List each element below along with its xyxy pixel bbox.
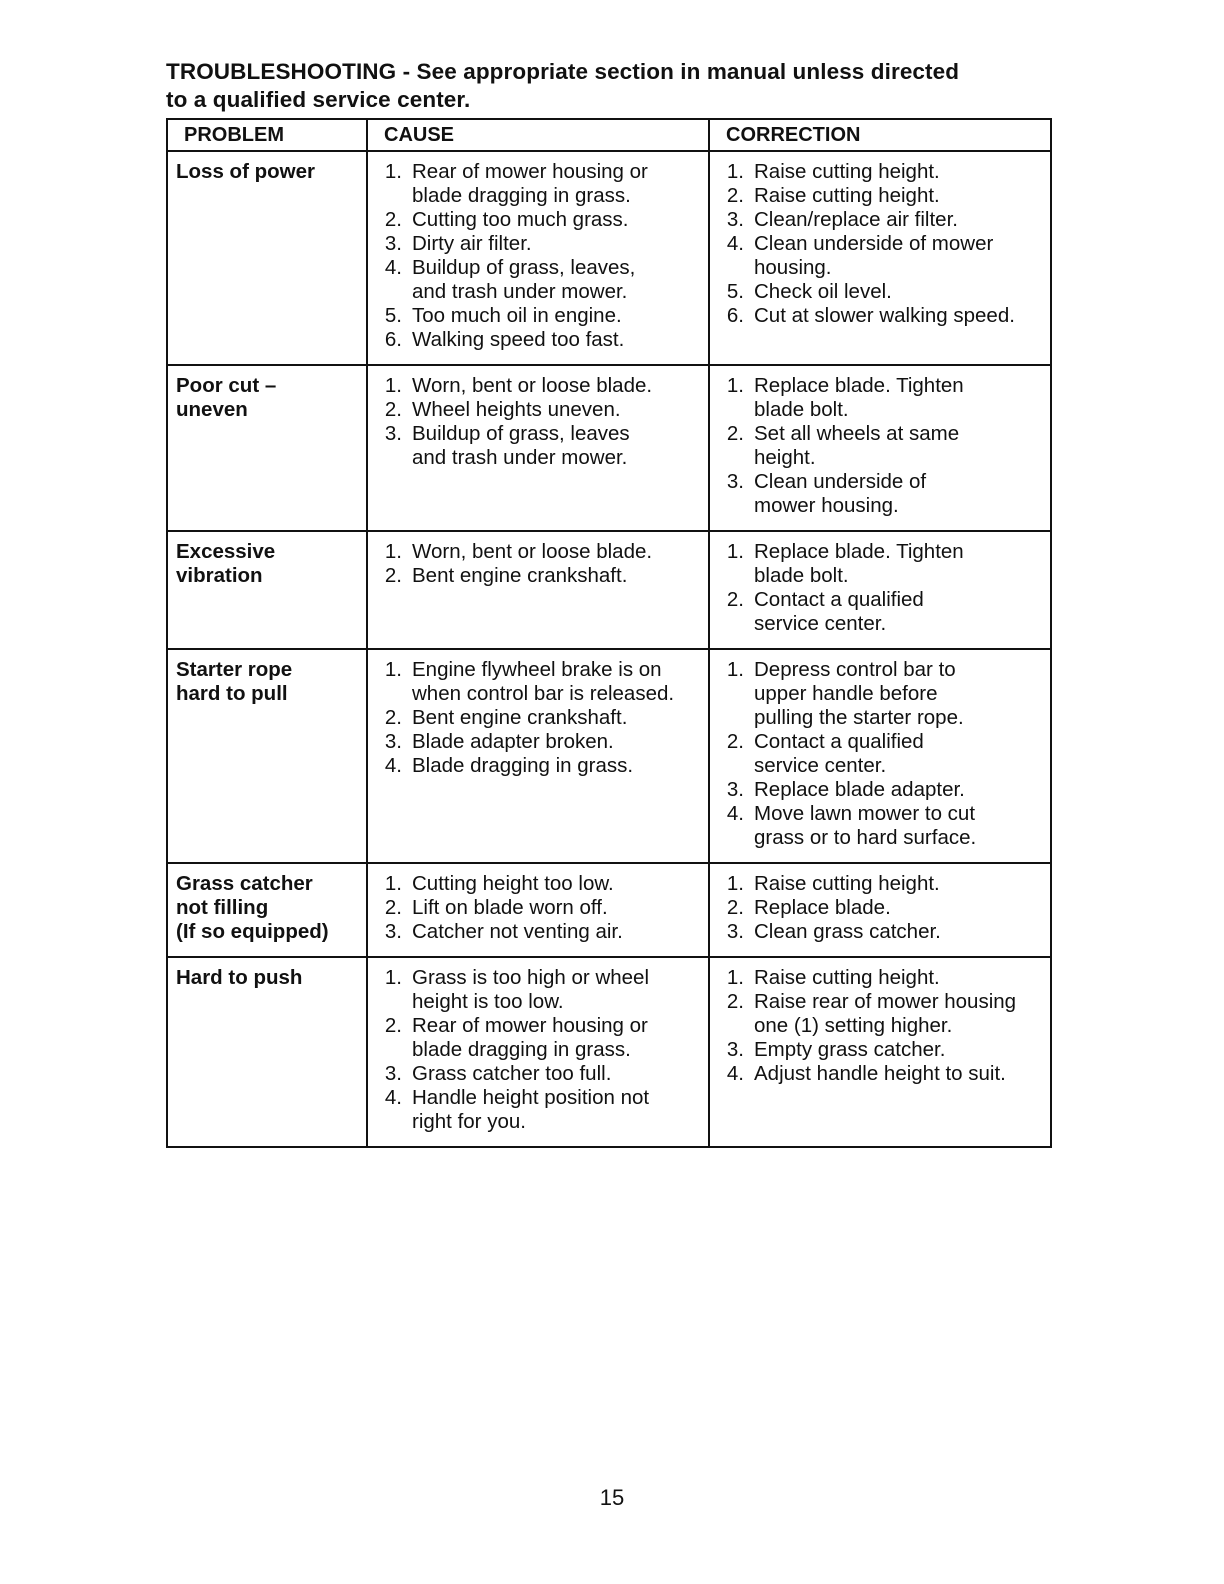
item-text: Dirty air filter. xyxy=(412,232,532,255)
item-number: 4. xyxy=(726,232,744,255)
column-header-problem: PROBLEM xyxy=(167,119,367,151)
table-row xyxy=(167,649,1051,863)
item-number: 2. xyxy=(726,184,744,207)
item-number: 1. xyxy=(384,540,402,563)
cause-list-item xyxy=(376,1086,702,1134)
table-row xyxy=(167,151,1051,365)
item-number: 2. xyxy=(384,208,402,231)
item-text: Worn, bent or loose blade. xyxy=(412,374,653,397)
cause-list-item xyxy=(376,966,702,1014)
table-row xyxy=(167,863,1051,957)
cause-list-item xyxy=(376,422,702,470)
correction-list-item xyxy=(718,1062,1044,1086)
item-number: 2. xyxy=(384,896,402,919)
item-text: Clean underside of mower housing. xyxy=(754,470,927,517)
table-body xyxy=(167,151,1051,1147)
item-number: 1. xyxy=(726,160,744,183)
correction-list-item xyxy=(718,588,1044,636)
item-number: 3. xyxy=(384,422,402,445)
item-text: Raise rear of mower housing one (1) setting higher. xyxy=(754,990,1017,1037)
table-header-row xyxy=(167,119,1051,151)
cause-list-item xyxy=(376,374,702,398)
correction-list-item xyxy=(718,920,1044,944)
item-text: Clean/replace air filter. xyxy=(754,208,958,231)
item-text: Replace blade. xyxy=(754,896,891,919)
item-number: 1. xyxy=(726,540,744,563)
problem-cell: Hard to push xyxy=(167,957,367,1147)
cause-cell xyxy=(367,863,709,957)
problem-cell: Poor cut – uneven xyxy=(167,365,367,531)
item-text: Engine flywheel brake is on when control bar is released. xyxy=(412,658,675,705)
item-number: 2. xyxy=(384,1014,402,1037)
item-number: 6. xyxy=(384,328,402,351)
item-text: Lift on blade worn off. xyxy=(412,896,608,919)
item-text: Depress control bar to upper handle before pulling the starter rope. xyxy=(754,658,964,729)
correction-list-item xyxy=(718,232,1044,280)
column-header-cause: CAUSE xyxy=(367,119,709,151)
correction-list-item xyxy=(718,470,1044,518)
correction-cell xyxy=(709,649,1051,863)
table-row xyxy=(167,365,1051,531)
item-number: 3. xyxy=(384,920,402,943)
item-number: 3. xyxy=(726,1038,744,1061)
item-text: Handle height position not right for you. xyxy=(412,1086,650,1133)
correction-list-item xyxy=(718,1038,1044,1062)
correction-list-item xyxy=(718,658,1044,730)
correction-list-item xyxy=(718,160,1044,184)
item-number: 4. xyxy=(726,802,744,825)
column-header-correction: CORRECTION xyxy=(709,119,1051,151)
cause-list-item xyxy=(376,730,702,754)
correction-list-item xyxy=(718,208,1044,232)
correction-list-item xyxy=(718,966,1044,990)
item-text: Move lawn mower to cut grass or to hard surface. xyxy=(754,802,977,849)
item-text: Raise cutting height. xyxy=(754,160,940,183)
item-number: 4. xyxy=(384,754,402,777)
correction-list-item xyxy=(718,730,1044,778)
cause-list-item xyxy=(376,232,702,256)
correction-list-item xyxy=(718,540,1044,588)
item-number: 1. xyxy=(384,374,402,397)
item-text: Empty grass catcher. xyxy=(754,1038,946,1061)
item-number: 3. xyxy=(384,232,402,255)
correction-list-item xyxy=(718,778,1044,802)
troubleshooting-table xyxy=(166,118,1052,1148)
item-text: Blade adapter broken. xyxy=(412,730,614,753)
item-text: Cut at slower walking speed. xyxy=(754,304,1015,327)
problem-cell: Loss of power xyxy=(167,151,367,365)
item-number: 3. xyxy=(726,778,744,801)
item-number: 3. xyxy=(726,920,744,943)
correction-list-item xyxy=(718,802,1044,850)
item-text: Grass catcher too full. xyxy=(412,1062,612,1085)
correction-list-item xyxy=(718,280,1044,304)
item-number: 1. xyxy=(384,872,402,895)
correction-cell xyxy=(709,531,1051,649)
cause-list-item xyxy=(376,540,702,564)
correction-list-item xyxy=(718,304,1044,328)
correction-list-item xyxy=(718,374,1044,422)
item-number: 2. xyxy=(384,706,402,729)
cause-list-item xyxy=(376,754,702,778)
item-number: 2. xyxy=(384,398,402,421)
cause-cell xyxy=(367,649,709,863)
item-text: Too much oil in engine. xyxy=(412,304,622,327)
item-text: Blade dragging in grass. xyxy=(412,754,634,777)
correction-list-item xyxy=(718,872,1044,896)
correction-list-item xyxy=(718,184,1044,208)
cause-list-item xyxy=(376,564,702,588)
cause-cell xyxy=(367,365,709,531)
item-text: Clean underside of mower housing. xyxy=(754,232,994,279)
item-text: Replace blade. Tighten blade bolt. xyxy=(754,374,964,421)
item-text: Contact a qualified service center. xyxy=(754,588,924,635)
cause-cell xyxy=(367,531,709,649)
page-number: 15 xyxy=(599,1485,625,1510)
item-number: 3. xyxy=(384,1062,402,1085)
item-number: 5. xyxy=(384,304,402,327)
item-number: 2. xyxy=(726,990,744,1013)
item-number: 6. xyxy=(726,304,744,327)
cause-list-item xyxy=(376,1014,702,1062)
correction-cell xyxy=(709,151,1051,365)
item-text: Bent engine crankshaft. xyxy=(412,706,628,729)
item-number: 2. xyxy=(384,564,402,587)
item-text: Buildup of grass, leaves, and trash under mower. xyxy=(412,256,636,303)
item-text: Rear of mower housing or blade dragging in grass. xyxy=(412,160,648,207)
item-number: 2. xyxy=(726,896,744,919)
item-text: Clean grass catcher. xyxy=(754,920,941,943)
item-number: 5. xyxy=(726,280,744,303)
item-number: 3. xyxy=(384,730,402,753)
correction-list-item xyxy=(718,896,1044,920)
cause-list-item xyxy=(376,658,702,706)
item-number: 1. xyxy=(384,160,402,183)
item-number: 1. xyxy=(384,658,402,681)
correction-cell xyxy=(709,365,1051,531)
item-number: 4. xyxy=(726,1062,744,1085)
page-heading: TROUBLESHOOTING - See appropriate section in manual unless directed to a qualified service center. xyxy=(166,59,960,112)
cause-list-item xyxy=(376,304,702,328)
problem-cell: Excessive vibration xyxy=(167,531,367,649)
item-text: Walking speed too fast. xyxy=(412,328,625,351)
item-number: 2. xyxy=(726,422,744,445)
cause-list-item xyxy=(376,872,702,896)
cause-list-item xyxy=(376,896,702,920)
cause-list-item xyxy=(376,706,702,730)
item-number: 1. xyxy=(726,872,744,895)
cause-list-item xyxy=(376,160,702,208)
correction-list-item xyxy=(718,422,1044,470)
correction-cell xyxy=(709,957,1051,1147)
item-number: 2. xyxy=(726,588,744,611)
cause-cell xyxy=(367,957,709,1147)
item-text: Raise cutting height. xyxy=(754,872,940,895)
item-text: Adjust handle height to suit. xyxy=(754,1062,1006,1085)
item-number: 1. xyxy=(726,374,744,397)
item-number: 1. xyxy=(384,966,402,989)
item-text: Raise cutting height. xyxy=(754,184,940,207)
item-text: Rear of mower housing or blade dragging in grass. xyxy=(412,1014,648,1061)
item-text: Replace blade. Tighten blade bolt. xyxy=(754,540,964,587)
item-number: 4. xyxy=(384,256,402,279)
item-text: Grass is too high or wheel height is too low. xyxy=(412,966,650,1013)
cause-list-item xyxy=(376,920,702,944)
cause-list-item xyxy=(376,1062,702,1086)
item-text: Replace blade adapter. xyxy=(754,778,965,801)
table-row xyxy=(167,957,1051,1147)
problem-cell: Starter rope hard to pull xyxy=(167,649,367,863)
item-number: 1. xyxy=(726,658,744,681)
cause-list-item xyxy=(376,208,702,232)
item-number: 3. xyxy=(726,208,744,231)
cause-list-item xyxy=(376,328,702,352)
item-number: 3. xyxy=(726,470,744,493)
problem-cell: Grass catcher not filling (If so equipped) xyxy=(167,863,367,957)
cause-cell xyxy=(367,151,709,365)
item-text: Cutting too much grass. xyxy=(412,208,629,231)
correction-list-item xyxy=(718,990,1044,1038)
table-row xyxy=(167,531,1051,649)
item-text: Raise cutting height. xyxy=(754,966,940,989)
cause-list-item xyxy=(376,398,702,422)
item-text: Check oil level. xyxy=(754,280,892,303)
item-text: Buildup of grass, leaves and trash under mower. xyxy=(412,422,630,469)
correction-cell xyxy=(709,863,1051,957)
item-text: Contact a qualified service center. xyxy=(754,730,924,777)
item-number: 4. xyxy=(384,1086,402,1109)
cause-list-item xyxy=(376,256,702,304)
item-number: 1. xyxy=(726,966,744,989)
item-text: Set all wheels at same height. xyxy=(754,422,960,469)
item-number: 2. xyxy=(726,730,744,753)
item-text: Worn, bent or loose blade. xyxy=(412,540,653,563)
item-text: Cutting height too low. xyxy=(412,872,614,895)
item-text: Catcher not venting air. xyxy=(412,920,623,943)
item-text: Bent engine crankshaft. xyxy=(412,564,628,587)
item-text: Wheel heights uneven. xyxy=(412,398,621,421)
